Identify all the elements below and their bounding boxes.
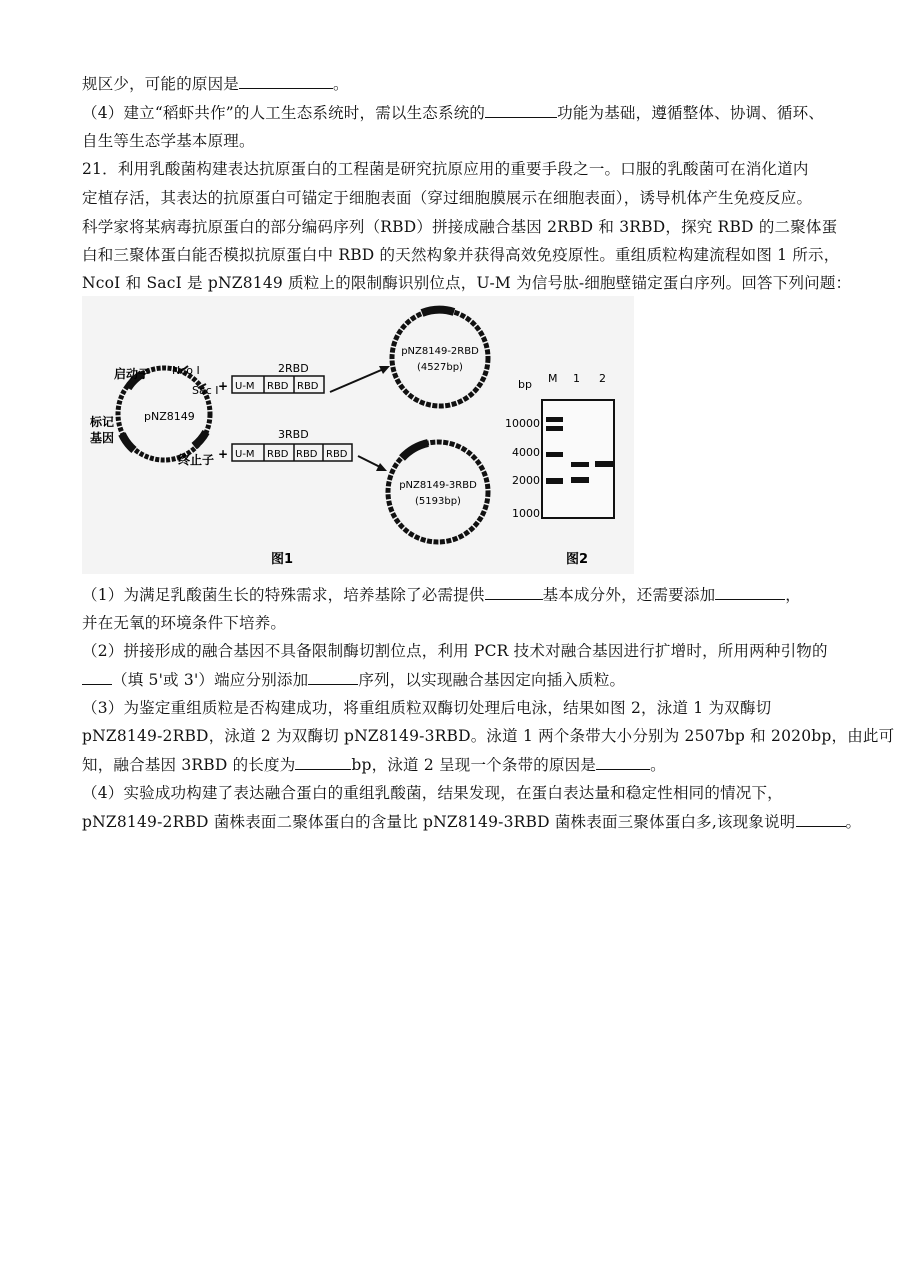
rbd-segment: RBD [326, 449, 348, 460]
gel-band-lane1 [571, 462, 589, 467]
rbd-segment: RBD [267, 449, 289, 460]
gel-band [546, 417, 563, 422]
plasmid-3rbd-label: pNZ8149-3RBD [399, 480, 477, 491]
text-line: 白和三聚体蛋白能否模拟抗原蛋白中 RBD 的天然构象并获得高效免疫原性。重组质粒构建流程如图 1 所示， [82, 246, 840, 264]
answer-blank[interactable] [485, 584, 543, 600]
answer-blank[interactable] [485, 102, 557, 118]
answer-blank[interactable] [796, 811, 846, 827]
answer-blank[interactable] [308, 669, 358, 685]
label-2rbd: 2RBD [278, 362, 309, 375]
text-line: （4）实验成功构建了表达融合蛋白的重组乳酸菌，结果发现，在蛋白表达量和稳定性相同的情况下， [82, 784, 783, 802]
plus-sign: + [218, 379, 229, 393]
um-segment: U-M [235, 449, 255, 460]
lane-2-label: 2 [599, 372, 606, 385]
text-line: 并在无氧的环境条件下培养。 [82, 614, 287, 632]
plasmid-label: pNZ8149 [144, 410, 195, 423]
text-line: （3）为鉴定重组质粒是否构建成功，将重组质粒双酶切处理后电泳，结果如图 2，泳道 1 为双酶切 [82, 699, 772, 717]
text-line: 科学家将某病毒抗原蛋白的部分编码序列（RBD）拼接成融合基因 2RBD 和 3RBD，探究 RBD 的二聚体蛋 [82, 218, 838, 236]
gel-band-lane1 [571, 477, 589, 483]
text-line: 定植存活，其表达的抗原蛋白可锚定于细胞表面（穿过细胞膜展示在细胞表面），诱导机体产生免疫反应。 [82, 189, 813, 207]
ladder-label: 1000 [512, 507, 540, 520]
rbd-segment: RBD [296, 449, 318, 460]
promoter-label: 启动子 [114, 367, 151, 381]
ladder-label: 2000 [512, 474, 540, 487]
gel-band [546, 426, 563, 431]
figure-svg [82, 296, 634, 574]
marker-label-2: 基因 [90, 431, 115, 445]
answer-blank[interactable] [596, 754, 650, 770]
text-line: 自生等生态学基本原理。 [82, 132, 255, 150]
gel-band-lane2 [595, 461, 613, 467]
text-line: （4）建立“稻虾共作”的人工生态系统时，需以生态系统的 功能为基础，遵循整体、协调、循环、 [82, 104, 825, 122]
marker-label-1: 标记 [90, 415, 115, 429]
text-line: 规区少，可能的原因是 。 [82, 75, 349, 93]
figure-2-caption: 图2 [566, 552, 589, 567]
lane-m-label: M [548, 372, 558, 385]
text-line: （1）为满足乳酸菌生长的特殊需求，培养基除了必需提供 基本成分外，还需要添加 ， [82, 586, 801, 604]
gel-band [546, 452, 563, 457]
gel-band [546, 478, 563, 484]
text-line: （填 5'或 3'）端应分别添加 序列，以实现融合基因定向插入质粒。 [82, 669, 625, 690]
plasmid-3rbd-size: (5193bp) [415, 496, 461, 507]
ladder-label: 4000 [512, 446, 540, 459]
gel-bp-label: bp [518, 378, 532, 391]
text-line: NcoI 和 SacI 是 pNZ8149 质粒上的限制酶识别位点，U-M 为信号肽-细胞壁锚定蛋白序列。回答下列问题： [82, 274, 852, 292]
figure-1-caption: 图1 [271, 552, 294, 567]
answer-blank[interactable] [295, 754, 351, 770]
text-line: pNZ8149-2RBD，泳道 2 为双酶切 pNZ8149-3RBD。泳道 1 两个条带大小分别为 2507bp 和 2020bp，由此可 [82, 727, 895, 745]
question-21-line: 21．利用乳酸菌构建表达抗原蛋白的工程菌是研究抗原应用的重要手段之一。口服的乳酸菌可在消化道内 [82, 160, 809, 178]
saci-label: Sac I [192, 384, 219, 397]
text-line: （2）拼接形成的融合基因不具备限制酶切割位点，利用 PCR 技术对融合基因进行扩增时，所用两种引物的 [82, 642, 828, 660]
lane-1-label: 1 [573, 372, 580, 385]
plasmid-2rbd-label: pNZ8149-2RBD [401, 346, 479, 357]
plasmid-2rbd-size: (4527bp) [417, 362, 463, 373]
ncoi-label: Nco I [172, 364, 200, 377]
plus-sign: + [218, 447, 229, 461]
text-line: pNZ8149-2RBD 菌株表面二聚体蛋白的含量比 pNZ8149-3RBD 菌株表面三聚体蛋白多,该现象说明 。 [82, 813, 862, 831]
text-line: 知，融合基因 3RBD 的长度为 bp，泳道 2 呈现一个条带的原因是 。 [82, 756, 666, 774]
rbd-segment: RBD [267, 381, 289, 392]
answer-blank[interactable] [82, 669, 112, 685]
terminator-label: 终止子 [178, 453, 215, 467]
um-segment: U-M [235, 381, 255, 392]
figure-1-2 [82, 296, 634, 574]
answer-blank[interactable] [239, 73, 333, 89]
ladder-label: 10000 [505, 417, 540, 430]
answer-blank[interactable] [715, 584, 785, 600]
rbd-segment: RBD [297, 381, 319, 392]
label-3rbd: 3RBD [278, 428, 309, 441]
